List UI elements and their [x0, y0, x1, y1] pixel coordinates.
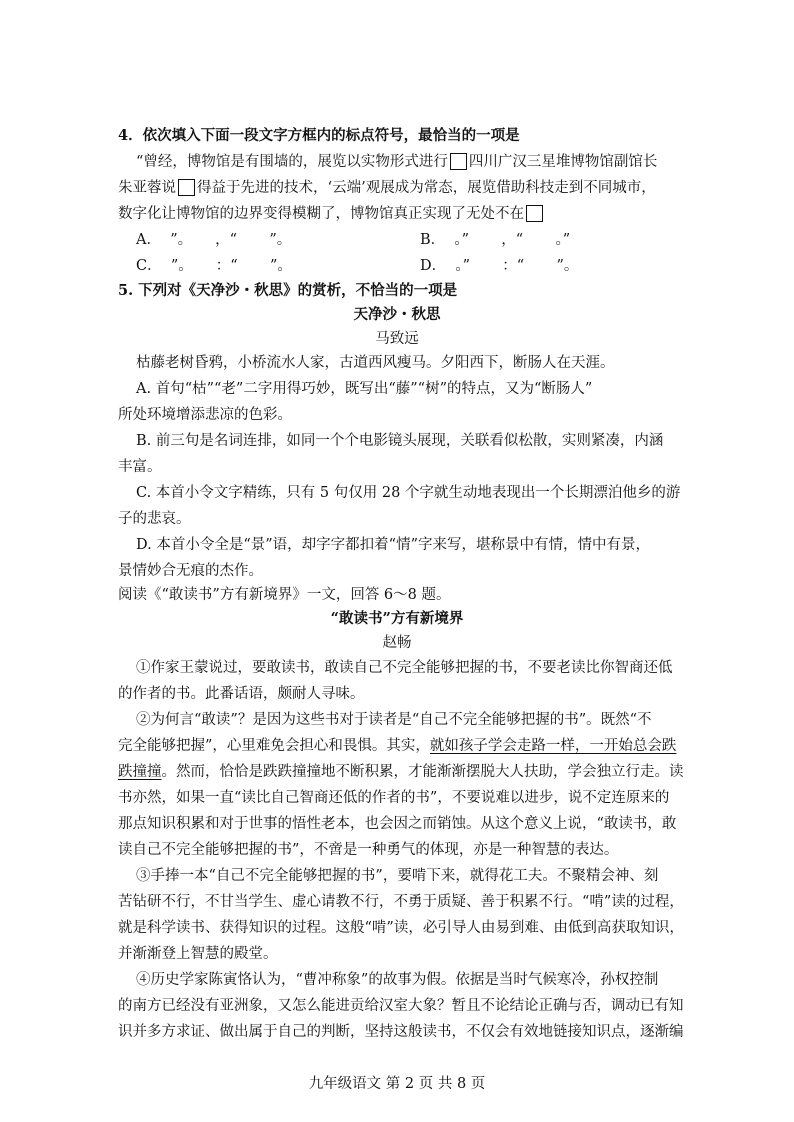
q5-option-b-line1: B. 前三句是名词连排，如同一个个电影镜头展现，关联看似松散，实则紧凑，内涵 [136, 433, 664, 449]
q5-option-d-line1: D. 本首小令全是“景”语，却字字都扣着“情”字来写，堪称景中有情，情中有景， [136, 537, 650, 553]
underlined-sentence-part1: 就如孩子学会走路一样，一开始总会跌 [429, 738, 677, 754]
punctuation-box-3 [526, 205, 543, 222]
q4-option-d: D． 。” ：“ ”。 [420, 258, 579, 274]
para2-line6: 读自己不完全能够把握的书”，不啻是一种勇气的体现，亦是一种智慧的表达。 [118, 842, 619, 858]
poem-title: 天净沙・秋思 [353, 306, 441, 323]
para2-text-2a: 完全能够把握”，心里难免会担心和畏惧。其实， [118, 738, 430, 754]
poem-author: 马致远 [375, 331, 419, 347]
para2-line1: ②为何言“敢读”？是因为这些书对于读者是“自己不完全能够把握的书”。既然“不 [136, 712, 652, 728]
poem-text: 枯藤老树昏鸦，小桥流水人家，古道西风瘦马。夕阳西下，断肠人在天涯。 [136, 355, 615, 371]
article-author: 赵畅 [382, 635, 412, 651]
q4-option-c: C． ”。 ：“ ”。 [136, 258, 292, 274]
para3-line3: 就是科学读书、获得知识的过程。这般“啃”读，必引导人由易到难、由低到高获取知识， [118, 920, 684, 936]
q4-text-1b: 四川广汉三星堆博物馆副馆长 [468, 154, 658, 170]
q5-option-b-line2: 丰富。 [118, 459, 162, 475]
q4-passage-line2 [118, 179, 656, 197]
q4-text-1a: “曾经，博物馆是有围墙的，展览以实物形式进行 [136, 154, 448, 170]
page-footer: 九年级语文 第 2 页 共 8 页 [308, 1076, 486, 1092]
para4-line3: 识并多方求证、做出属于自己的判断，坚持这般读书，不仅会有效地链接知识点，逐渐编 [118, 1024, 684, 1040]
q4-text-2a: 朱亚蓉说 [118, 180, 176, 196]
q4-text-3a: 数字化让博物馆的边界变得模糊了，博物馆真正实现了无处不在 [118, 206, 524, 222]
q4-passage-line3 [118, 205, 545, 223]
q5-option-a-line1: A. 首句“枯”“老”二字用得巧妙，既写出“藤”“树”的特点，又为“断肠人” [136, 381, 593, 397]
para2-line5: 那点知识积累和对于世事的悟性老本，也会因之而销蚀。从这个意义上说，“敢读书，敢 [118, 816, 677, 832]
punctuation-box-1 [450, 153, 467, 170]
para4-line1: ④历史学家陈寅恪认为，“曹冲称象”的故事为假。依据是当时气候寒冷，孙权控制 [136, 972, 659, 988]
q4-stem: 4．依次填入下面一段文字方框内的标点符号，最恰当的一项是 [118, 127, 520, 144]
q4-passage-line1 [136, 153, 657, 171]
para3-line1: ③手捧一本“自己不完全能够把握的书”，要啃下来，就得花工夫。不聚精会神、刻 [136, 868, 659, 884]
para1-line1: ①作家王蒙说过，要敢读书，敢读自己不完全能够把握的书，不要老读比你智商还低 [136, 660, 673, 676]
para2-line4: 书亦然，如果一直“读比自己智商还低的作者的书”，不要说难以进步，说不定连原来的 [118, 790, 670, 806]
q4-option-b: B． 。” ，“ 。” [420, 232, 571, 248]
para2-line3 [118, 763, 684, 781]
para4-line2: 的南方已经没有亚洲象，又怎么能进贡给汉室大象？暂且不论结论正确与否，调动已有知 [118, 998, 684, 1014]
para3-line4: 并渐渐登上智慧的殿堂。 [118, 946, 278, 962]
underlined-sentence-part2: 跌撞撞 [118, 764, 162, 780]
para1-line2: 的作者的书。此番话语，颇耐人寻味。 [118, 686, 365, 702]
q5-stem: 5. 下列对《天净沙・秋思》的赏析，不恰当的一项是 [118, 282, 458, 299]
q5-option-c-line2: 子的悲哀。 [118, 511, 191, 527]
q5-option-c-line1: C. 本首小令文字精练，只有 5 句仅用 28 个字就生动地表现出一个长期漂泊他乡的游 [136, 485, 681, 501]
punctuation-box-2 [178, 179, 195, 196]
para3-line2: 苦钻研不行，不甘当学生、虚心请教不行，不勇于质疑、善于积累不行。“啃”读的过程， [118, 894, 684, 910]
q5-option-d-line2: 景情妙合无痕的杰作。 [118, 563, 263, 579]
article-title: “敢读书”方有新境界 [330, 610, 464, 627]
para2-text-3b: 。然而，恰恰是跌跌撞撞地不断积累，才能渐渐摆脱大人扶助，学会独立行走。读 [161, 764, 684, 780]
q4-option-a: A． ”。 ，“ ”。 [136, 232, 292, 248]
q4-text-2b: 得益于先进的技术，‘云端’观展成为常态，展览借助科技走到不同城市， [197, 180, 656, 196]
para2-line2 [118, 737, 676, 755]
q5-option-a-line2: 所处环境增添悲凉的色彩。 [118, 407, 292, 423]
reading-instruction: 阅读《“敢读书”方有新境界》一文，回答 6～8 题。 [118, 587, 451, 603]
